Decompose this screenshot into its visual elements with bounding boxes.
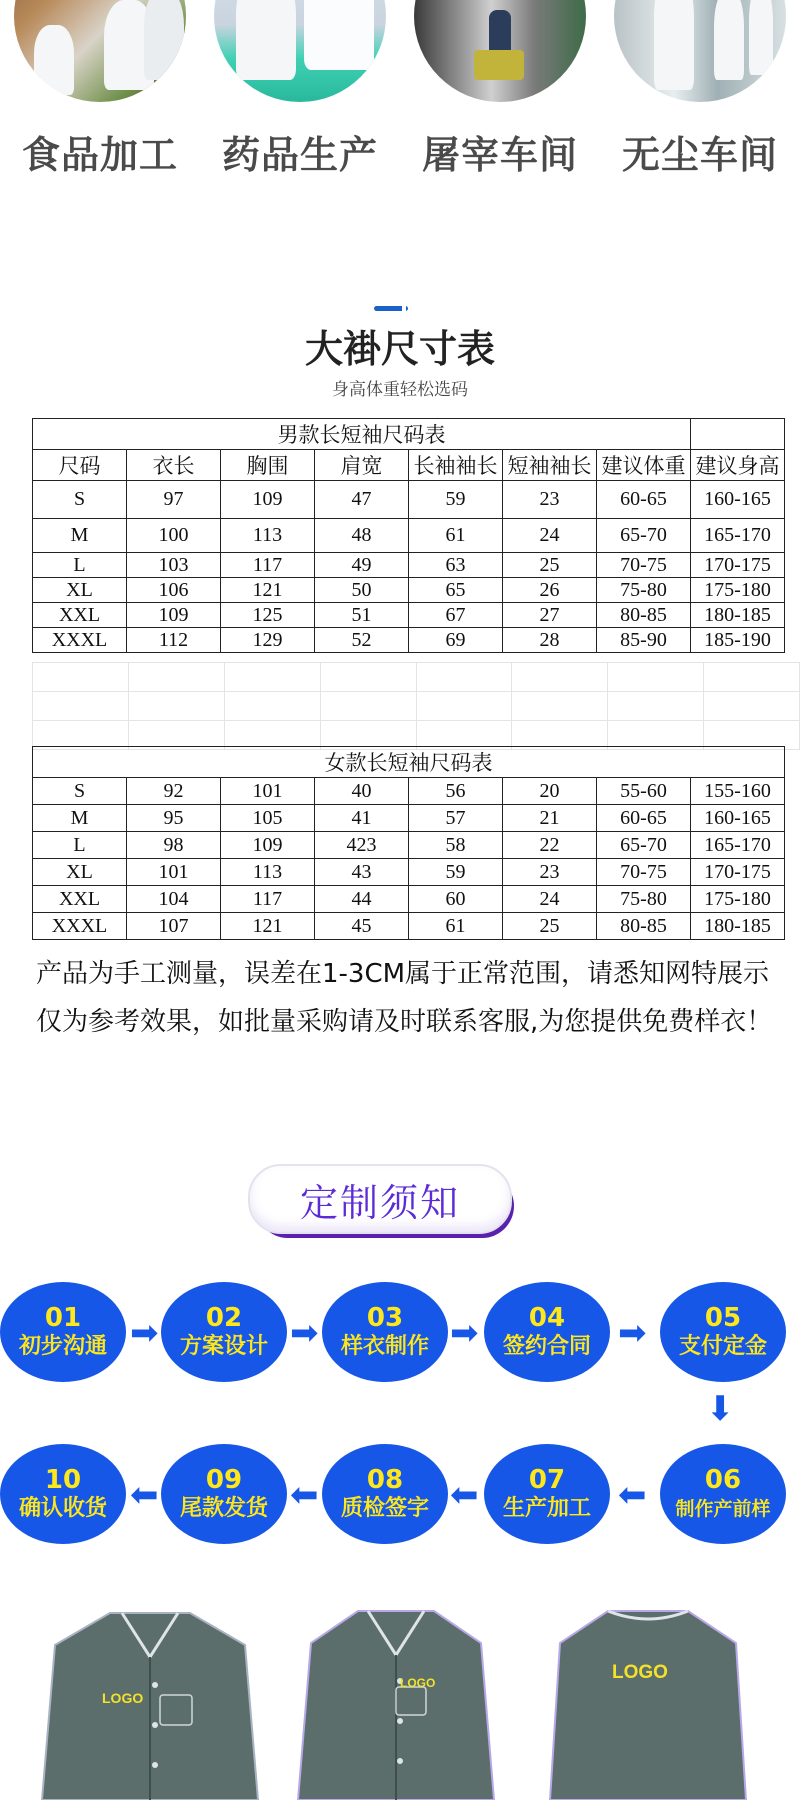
table-row	[33, 805, 785, 832]
table-row	[33, 519, 785, 553]
table-cell: XL	[33, 578, 127, 603]
table-cell: 22	[503, 832, 597, 859]
step-label: 方案设计	[179, 1334, 268, 1359]
process-step	[322, 1444, 448, 1544]
table-cell: 75-80	[597, 886, 691, 913]
table-cell: 23	[503, 859, 597, 886]
table-cell: M	[33, 519, 127, 553]
arrow-right-icon: ➡	[450, 1313, 479, 1353]
table-cell: 43	[315, 859, 409, 886]
table-cell: 160-165	[691, 805, 785, 832]
column-header: 长袖袖长	[409, 450, 503, 481]
table-cell: S	[33, 778, 127, 805]
table-cell: 175-180	[691, 578, 785, 603]
table-cell: 59	[409, 481, 503, 519]
table-cell: 51	[315, 603, 409, 628]
table-row	[33, 913, 785, 940]
table-cell: 56	[409, 778, 503, 805]
step-label: 支付定金	[678, 1334, 767, 1359]
table-cell: 121	[221, 578, 315, 603]
step-number: 03	[366, 1303, 404, 1333]
table-cell: 63	[409, 553, 503, 578]
table-cell: 44	[315, 886, 409, 913]
scene-strip	[0, 0, 800, 190]
table-cell: 101	[221, 778, 315, 805]
step-label: 确认收货	[18, 1496, 107, 1521]
table-cell: 57	[409, 805, 503, 832]
table-cell: XXL	[33, 603, 127, 628]
table-cell: 67	[409, 603, 503, 628]
table-cell: L	[33, 832, 127, 859]
table-cell: 70-75	[597, 553, 691, 578]
blank-cell	[691, 419, 785, 450]
table-cell: 175-180	[691, 886, 785, 913]
column-header: 短袖袖长	[503, 450, 597, 481]
table-cell: 107	[127, 913, 221, 940]
men-size-table	[32, 418, 785, 653]
table-cell: 45	[315, 913, 409, 940]
men-table-caption: 男款长短袖尺码表	[33, 419, 691, 450]
arrow-right-icon: ➡	[290, 1313, 319, 1353]
table-cell: 25	[503, 553, 597, 578]
table-cell: 98	[127, 832, 221, 859]
table-cell: 109	[127, 603, 221, 628]
process-step	[660, 1282, 786, 1382]
women-size-table	[32, 746, 785, 940]
table-cell: 20	[503, 778, 597, 805]
table-cell: 170-175	[691, 859, 785, 886]
arrow-right-icon: ➡	[618, 1313, 647, 1353]
table-cell: 70-75	[597, 859, 691, 886]
table-cell: 180-185	[691, 603, 785, 628]
table-cell: 106	[127, 578, 221, 603]
logo-text: LOGO	[612, 1662, 668, 1683]
table-cell: 113	[221, 519, 315, 553]
table-cell: 75-80	[597, 578, 691, 603]
process-step	[161, 1282, 287, 1382]
arrow-left-icon: ⬅	[450, 1475, 479, 1515]
table-cell: 85-90	[597, 628, 691, 653]
table-cell: 26	[503, 578, 597, 603]
logo-text: LOGO	[400, 1676, 436, 1690]
table-row	[33, 603, 785, 628]
step-label: 质检签字	[340, 1496, 429, 1521]
garment-back	[548, 1605, 748, 1800]
table-cell: 113	[221, 859, 315, 886]
step-number: 10	[44, 1465, 82, 1495]
table-cell: 112	[127, 628, 221, 653]
table-cell: 61	[409, 913, 503, 940]
step-label: 生产加工	[502, 1496, 591, 1521]
step-label: 尾款发货	[179, 1496, 268, 1521]
table-cell: 47	[315, 481, 409, 519]
table-cell: 23	[503, 481, 597, 519]
men-table-header	[33, 450, 785, 481]
step-number: 04	[528, 1303, 566, 1333]
notice-title: 定制须知	[248, 1164, 512, 1234]
arrow-left-icon: ⬅	[618, 1475, 647, 1515]
table-cell: 80-85	[597, 913, 691, 940]
table-cell: 423	[315, 832, 409, 859]
table-cell: L	[33, 553, 127, 578]
table-cell: 65-70	[597, 519, 691, 553]
scene-pharma	[200, 0, 400, 190]
column-header: 衣长	[127, 450, 221, 481]
table-cell: 48	[315, 519, 409, 553]
arrow-left-icon: ⬅	[130, 1475, 159, 1515]
table-cell: 160-165	[691, 481, 785, 519]
step-label: 签约合同	[502, 1334, 591, 1359]
column-header: 尺码	[33, 450, 127, 481]
spacer-grid	[32, 662, 800, 750]
page-title: 大褂尺寸表	[304, 327, 495, 371]
arrow-right-icon: ➡	[130, 1313, 159, 1353]
title-accent-gap	[402, 306, 406, 311]
table-cell: 101	[127, 859, 221, 886]
table-cell: 60-65	[597, 805, 691, 832]
table-cell: 121	[221, 913, 315, 940]
scene-label: 无尘车间	[621, 132, 778, 177]
table-row	[33, 578, 785, 603]
table-cell: 40	[315, 778, 409, 805]
table-cell: XXL	[33, 886, 127, 913]
table-cell: XL	[33, 859, 127, 886]
table-cell: 129	[221, 628, 315, 653]
table-row	[33, 859, 785, 886]
table-cell: 52	[315, 628, 409, 653]
step-number: 08	[366, 1465, 404, 1495]
step-label: 制作产前样	[675, 1498, 771, 1520]
table-cell: 180-185	[691, 913, 785, 940]
table-cell: 117	[221, 886, 315, 913]
table-cell: 27	[503, 603, 597, 628]
step-number: 07	[528, 1465, 566, 1495]
table-row	[33, 832, 785, 859]
table-cell: 55-60	[597, 778, 691, 805]
table-cell: XXXL	[33, 628, 127, 653]
scene-label: 屠宰车间	[421, 132, 578, 177]
table-cell: 109	[221, 832, 315, 859]
table-cell: 80-85	[597, 603, 691, 628]
column-header: 肩宽	[315, 450, 409, 481]
table-row	[33, 886, 785, 913]
arrow-down-icon: ⬇	[706, 1389, 735, 1429]
table-cell: 41	[315, 805, 409, 832]
step-number: 09	[205, 1465, 243, 1495]
table-cell: 165-170	[691, 832, 785, 859]
table-cell: 21	[503, 805, 597, 832]
step-number: 01	[44, 1303, 82, 1333]
process-step	[484, 1282, 610, 1382]
table-cell: 117	[221, 553, 315, 578]
page-subtitle: 身高体重轻松选码	[332, 380, 468, 400]
table-cell: 60	[409, 886, 503, 913]
scene-label: 药品生产	[221, 132, 378, 177]
table-row	[33, 628, 785, 653]
women-table-caption: 女款长短袖尺码表	[33, 747, 785, 778]
table-cell: 60-65	[597, 481, 691, 519]
garment-front-2	[296, 1605, 496, 1800]
process-step	[161, 1444, 287, 1544]
step-label: 初步沟通	[18, 1334, 107, 1359]
table-cell: 50	[315, 578, 409, 603]
process-step	[322, 1282, 448, 1382]
table-cell: 103	[127, 553, 221, 578]
table-cell: 100	[127, 519, 221, 553]
table-cell: 170-175	[691, 553, 785, 578]
table-row	[33, 553, 785, 578]
table-cell: 125	[221, 603, 315, 628]
table-cell: 28	[503, 628, 597, 653]
step-label: 样衣制作	[340, 1334, 429, 1359]
table-cell: 92	[127, 778, 221, 805]
pharma-production-photo	[214, 0, 386, 102]
table-cell: 97	[127, 481, 221, 519]
step-number: 06	[704, 1465, 742, 1495]
step-number: 02	[205, 1303, 243, 1333]
table-cell: 95	[127, 805, 221, 832]
arrow-left-icon: ⬅	[290, 1475, 319, 1515]
table-cell: 24	[503, 519, 597, 553]
table-cell: 65	[409, 578, 503, 603]
slaughter-workshop-photo	[414, 0, 586, 102]
process-step	[0, 1282, 126, 1382]
table-cell: 69	[409, 628, 503, 653]
table-cell: 59	[409, 859, 503, 886]
table-cell: S	[33, 481, 127, 519]
table-cell: 25	[503, 913, 597, 940]
column-header: 建议身高	[691, 450, 785, 481]
table-row	[33, 481, 785, 519]
table-cell: XXXL	[33, 913, 127, 940]
process-step	[0, 1444, 126, 1544]
column-header: 胸围	[221, 450, 315, 481]
table-cell: 155-160	[691, 778, 785, 805]
table-row	[33, 778, 785, 805]
scene-cleanroom	[600, 0, 800, 190]
step-number: 05	[704, 1303, 742, 1333]
logo-text: LOGO	[102, 1690, 144, 1706]
cleanroom-photo	[614, 0, 786, 102]
scene-food	[0, 0, 200, 190]
process-step	[660, 1444, 786, 1544]
table-cell: 49	[315, 553, 409, 578]
table-cell: 165-170	[691, 519, 785, 553]
column-header: 建议体重	[597, 450, 691, 481]
garment-front-1	[40, 1605, 260, 1800]
scene-slaughter	[400, 0, 600, 190]
table-cell: 24	[503, 886, 597, 913]
table-cell: 105	[221, 805, 315, 832]
table-cell: 104	[127, 886, 221, 913]
table-cell: M	[33, 805, 127, 832]
food-processing-photo	[14, 0, 186, 102]
scene-label: 食品加工	[21, 132, 178, 177]
table-cell: 58	[409, 832, 503, 859]
table-cell: 61	[409, 519, 503, 553]
table-cell: 109	[221, 481, 315, 519]
table-cell: 65-70	[597, 832, 691, 859]
process-step	[484, 1444, 610, 1544]
table-cell: 185-190	[691, 628, 785, 653]
measurement-note: 产品为手工测量，误差在1-3CM属于正常范围，请悉知网特展示仅为参考效果，如批量采购请及时联系客服,为您提供免费样衣！	[36, 959, 773, 1037]
